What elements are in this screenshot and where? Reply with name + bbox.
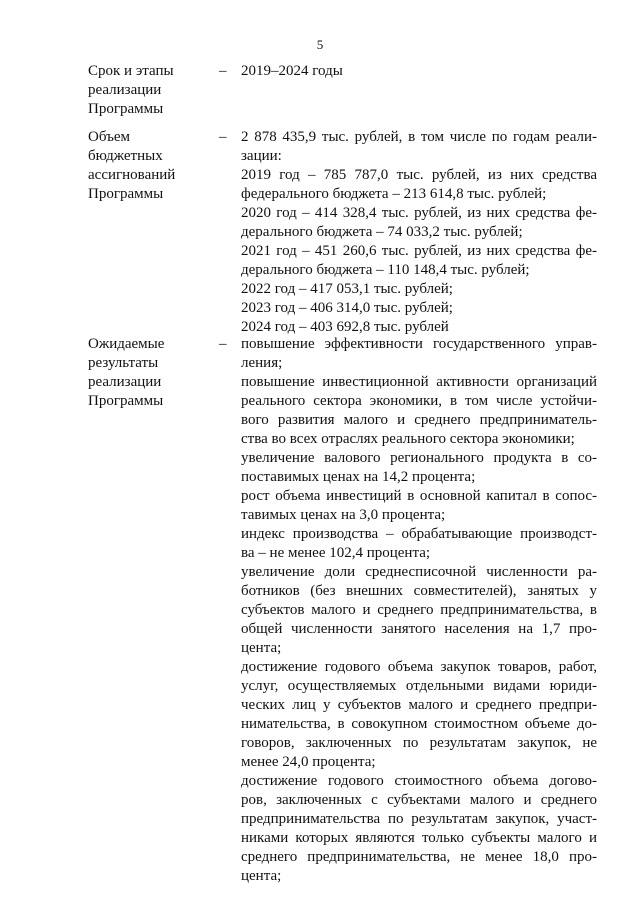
text-line: реального сектора экономики, в том числе устойчи-	[241, 393, 597, 409]
text-line: увеличение валового регионального продукта в со-	[241, 450, 597, 466]
text-line: 2023 год – 406 314,0 тыс. рублей;	[241, 300, 453, 316]
text-line: повышение эффективности государственного управ-	[241, 336, 597, 352]
label-line: результаты	[88, 355, 159, 371]
text-line: нимательства, в совокупном стоимостном объеме до-	[241, 716, 597, 732]
text-line: 2022 год – 417 053,1 тыс. рублей;	[241, 281, 453, 297]
text-line: зации:	[241, 148, 282, 164]
text-line: дерального бюджета – 74 033,2 тыс. рублей;	[241, 224, 523, 240]
text-line: ров, заключенных с субъектами малого и среднего	[241, 792, 597, 808]
label-line: реализации	[88, 374, 162, 390]
label-line: Ожидаемые	[88, 336, 165, 352]
text-line: повышение инвестиционной активности организаций	[241, 374, 597, 390]
text-line: увеличение доли среднесписочной численности ра-	[241, 564, 597, 580]
text-line: рост объема инвестиций в основной капитал в сопос-	[241, 488, 597, 504]
text-line: индекс производства – обрабатывающие производст-	[241, 526, 597, 542]
text-line: дерального бюджета – 110 148,4 тыс. рублей;	[241, 262, 530, 278]
text-line: достижение годового объема закупок товаров, работ,	[241, 659, 597, 675]
text-line: ства во всех отраслях реального сектора экономики;	[241, 431, 575, 447]
dash-separator: –	[219, 129, 227, 145]
label-line: реализации	[88, 82, 162, 98]
label-line: Объем	[88, 129, 130, 145]
text-line: менее 24,0 процента;	[241, 754, 376, 770]
text-line: ления;	[241, 355, 283, 371]
text-line: 2020 год – 414 328,4 тыс. рублей, из них средства фе-	[241, 205, 597, 221]
text-line: 2019–2024 годы	[241, 63, 343, 79]
text-line: вого развития малого и среднего предприниматель-	[241, 412, 597, 428]
page-number: 5	[316, 37, 324, 52]
text-line: 2019 год – 785 787,0 тыс. рублей, из них средства	[241, 167, 597, 183]
dash-separator: –	[219, 336, 227, 352]
label-line: Программы	[88, 186, 164, 202]
text-line: 2024 год – 403 692,8 тыс. рублей	[241, 319, 449, 335]
text-line: среднего предпринимательства, не менее 18,0 про-	[241, 849, 597, 865]
label-line: Срок и этапы	[88, 63, 174, 79]
text-line: 2021 год – 451 260,6 тыс. рублей, из них средства фе-	[241, 243, 597, 259]
text-line: ботников (без внешних совместителей), занятых у	[241, 583, 597, 599]
text-line: 2 878 435,9 тыс. рублей, в том числе по годам реали-	[241, 129, 597, 145]
text-line: никами которых являются только субъекты малого и	[241, 830, 597, 846]
text-line: услуг, осуществляемых отдельными видами юриди-	[241, 678, 597, 694]
text-line: общей численности занятого населения на 1,7 про-	[241, 621, 597, 637]
section-content	[241, 128, 597, 337]
text-line: субъектов малого и среднего предпринимательства, в	[241, 602, 597, 618]
text-line: ва – не менее 102,4 процента;	[241, 545, 431, 561]
section-label	[88, 128, 208, 204]
label-line: Программы	[88, 101, 164, 117]
text-line: предпринимательства по результатам закупок, участ-	[241, 811, 597, 827]
text-line: цента;	[241, 640, 282, 656]
label-line: ассигнований	[88, 167, 176, 183]
label-line: бюджетных	[88, 148, 163, 164]
text-line: достижение годового стоимостного объема догово-	[241, 773, 597, 789]
dash-separator: –	[219, 63, 227, 79]
section-content	[241, 335, 597, 886]
text-line: говоров, заключенных по результатам закупок, не	[241, 735, 597, 751]
text-line: ческих лиц у субъектов малого и среднего предпри-	[241, 697, 597, 713]
text-line: федерального бюджета – 213 614,8 тыс. рублей;	[241, 186, 547, 202]
section-label	[88, 62, 208, 119]
section-content	[241, 62, 597, 81]
label-line: Программы	[88, 393, 164, 409]
text-line: поставимых ценах на 14,2 процента;	[241, 469, 476, 485]
text-line: тавимых ценах на 3,0 процента;	[241, 507, 446, 523]
section-label	[88, 335, 208, 411]
text-line: цента;	[241, 868, 282, 884]
